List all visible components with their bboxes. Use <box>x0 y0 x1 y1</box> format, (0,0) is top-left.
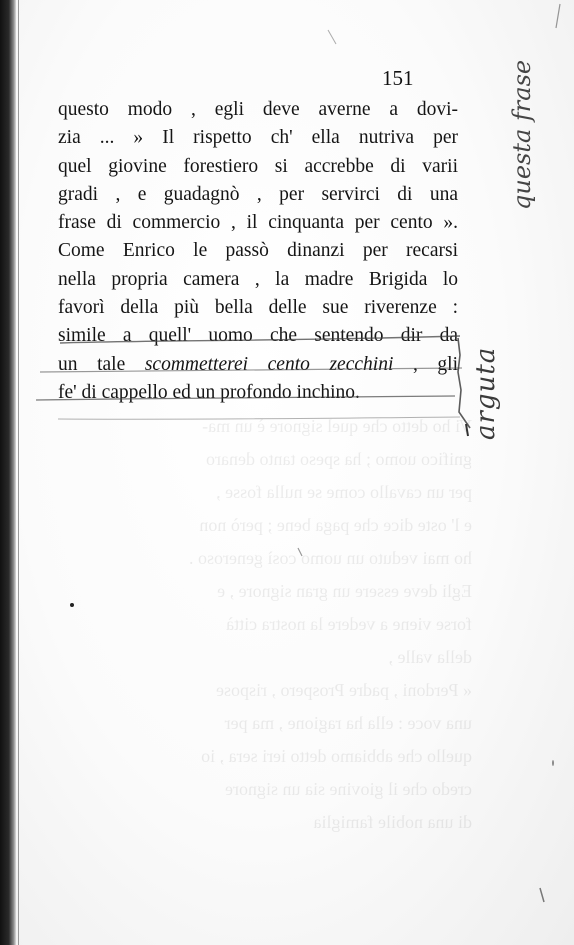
ghost-line: della valle , <box>388 647 472 667</box>
pencil-underline <box>40 368 462 372</box>
ghost-line: Vi ho detto che quel signore è un ma- <box>202 416 472 436</box>
text-line: favorì della più bella delle sue riverenze : <box>58 297 458 319</box>
ghost-line: per un cavallo come se nulla fosse , <box>216 482 472 502</box>
pencil-stroke <box>540 888 544 902</box>
ink-speck <box>70 603 74 607</box>
text-line: zia ... » Il rispetto ch' ella nutriva per <box>58 127 458 149</box>
text-line: Come Enrico le passò dinanzi per recarsi <box>58 240 458 262</box>
ghost-line: gnifico uomo ; ha speso tanto denaro <box>206 449 472 469</box>
pencil-stroke <box>298 548 302 556</box>
text-fragment: , gli <box>393 353 458 375</box>
text-fragment: un tale <box>58 353 145 375</box>
pencil-stroke <box>328 30 336 44</box>
ghost-line: Egli deve essere un gran signore , e <box>217 581 472 601</box>
italic-phrase: scommetterei cento zecchini <box>144 353 394 375</box>
pencil-stroke <box>556 4 560 28</box>
ghost-line: una voce : ella ha ragione , ma per <box>224 713 472 733</box>
handwritten-margin-note <box>471 300 501 440</box>
handwritten-margin-note <box>508 59 536 210</box>
text-line: nella propria camera , la madre Brigida lo <box>58 268 458 290</box>
page-number: 151 <box>382 66 414 90</box>
text-line: simile a quell' uomo che sentendo dir da <box>58 325 458 347</box>
ink-speck <box>552 760 554 766</box>
margin-note-text: arguta <box>471 346 501 440</box>
text-line: frase di commercio , il cinquanta per cento ». <box>58 212 458 234</box>
text-line: gradi , e guadagnò , per servirci di una <box>58 183 458 205</box>
ghost-line: credo che il giovine sia un signore <box>225 779 472 799</box>
text-line: fe' di cappello ed un profondo inchino. <box>58 381 360 403</box>
ghost-line: di una nobile famiglia <box>313 812 472 832</box>
text-line: quel giovine forestiero si accrebbe di varii <box>58 155 458 177</box>
ghost-line: forse viene a vedere la nostra città <box>226 614 472 634</box>
pencil-underline <box>58 417 460 419</box>
text-line: questo modo , egli deve averne a dovi- <box>58 99 458 120</box>
ghost-line: quello che abbiamo detto ieri sera , io <box>201 746 472 766</box>
pencil-underline <box>60 336 460 343</box>
margin-note-text: questa frase <box>508 59 536 210</box>
ghost-line: « Perdoni , padre Prospero , rispose <box>216 680 472 700</box>
ghost-line: ho mai veduto un uomo così generoso . <box>189 548 472 568</box>
ghost-line: e l' oste dice che paga bene ; però non <box>199 515 472 535</box>
pencil-underline <box>36 396 455 400</box>
pencil-bracket <box>458 338 470 428</box>
